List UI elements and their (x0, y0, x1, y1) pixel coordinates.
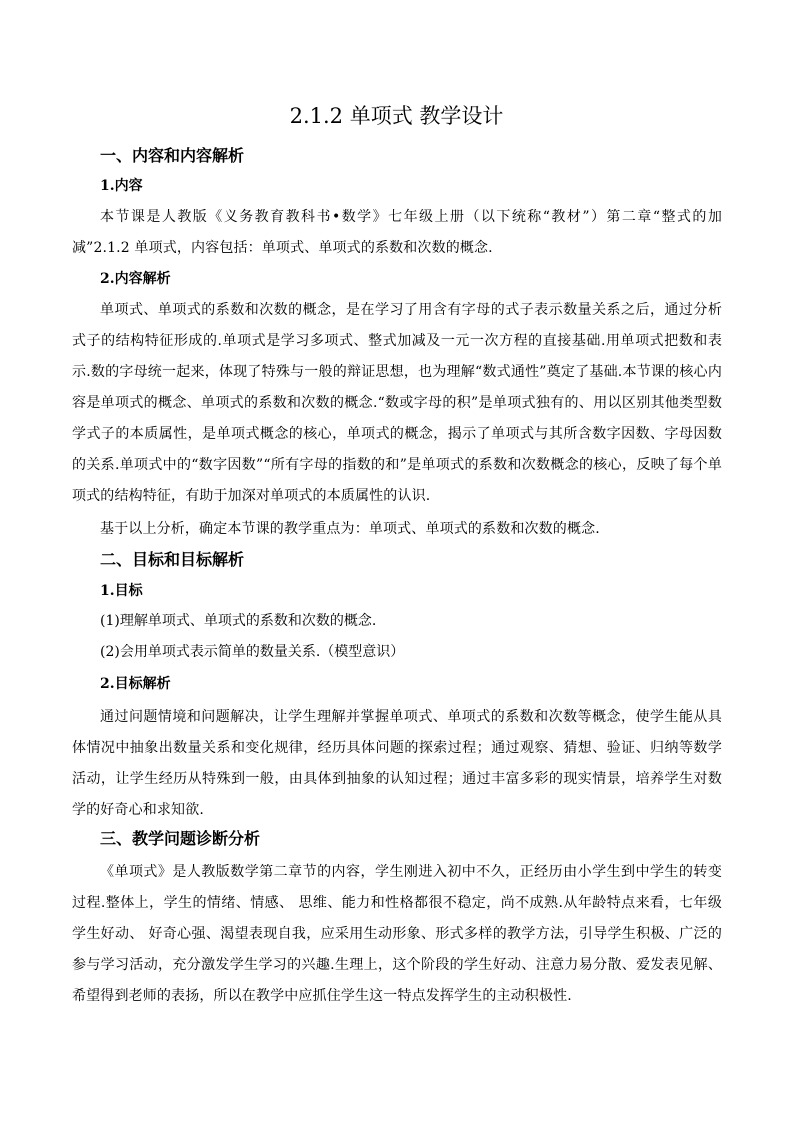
section-2-heading: 二、目标和目标解析 (100, 550, 245, 569)
goal-item-1: (1)理解单项式、单项式的系数和次数的概念. (100, 613, 377, 629)
section-1-paragraph-1: 本节课是人教版《义务教育教科书•数学》七年级上册（以下统称“教材”）第二章“整式的加减”2.1.2 单项式，内容包括：单项式、单项式的系数和次数的概念. (72, 209, 722, 256)
section-3-paragraph-1: 《单项式》是人教版数学第二章节的内容，学生刚进入初中不久，正经历由小学生到中学生的转变过程.整体上，学生的情绪、情感、 思维、能力和性格都很不稳定，尚不成熟.从年龄特点来看，七年级学生好动、 好奇心强、渴望表现自我，应采用生动形象、形式多样的教学方法，引导学生积极、广泛的参与学习活动，充分激发学生学习的兴趣.生理上，这个阶段的学生好动、注意力易分散、爱发表见解、希望得到老师的表扬，所以在教学中应抓住学生这一特点发挥学生的主动积极性. (72, 864, 722, 1004)
section-1-sub-1-heading: 1.内容 (100, 178, 143, 194)
section-1-paragraph-3: 基于以上分析，确定本节课的教学重点为：单项式、单项式的系数和次数的概念. (100, 521, 600, 537)
section-2-paragraph-1: 通过问题情境和问题解决，让学生理解并掌握单项式、单项式的系数和次数等概念，使学生能从具体情况中抽象出数量关系和变化规律，经历具体问题的探索过程；通过观察、猜想、验证、归纳等数学活动，让学生经历从特殊到一般，由具体到抽象的认知过程；通过丰富多彩的现实情景，培养学生对数学的好奇心和求知欲. (72, 709, 722, 818)
section-1-paragraph-2: 单项式、单项式的系数和次数的概念，是在学习了用含有字母的式子表示数量关系之后，通过分析式子的结构特征形成的.单项式是学习多项式、整式加减及一元一次方程的直接基础.用单项式把数和表示.数的字母统一起来，体现了特殊与一般的辩证思想，也为理解“数式通性”奠定了基础.本节课的核心内容是单项式的概念、单项式的系数和次数的概念.“数或字母的积”是单项式独有的、用以区别其他类型数学式子的本质属性，是单项式概念的核心，单项式的概念，揭示了单项式与其所含数字因数、字母因数的关系.单项式中的“数字因数”“所有字母的指数的和”是单项式的系数和次数概念的核心，反映了每个单项式的结构特征，有助于加深对单项式的本质属性的认识. (72, 302, 722, 504)
section-3-heading: 三、教学问题诊断分析 (100, 829, 261, 848)
section-2-sub-2-heading: 2.目标解析 (100, 676, 171, 692)
page-title: 2.1.2 单项式 教学设计 (289, 104, 504, 128)
section-2-sub-1-heading: 1.目标 (100, 583, 143, 599)
goal-item-2: (2)会用单项式表示简单的数量关系.（模型意识） (100, 644, 405, 660)
section-1-sub-2-heading: 2.内容解析 (100, 271, 171, 287)
section-1-heading: 一、内容和内容解析 (100, 146, 245, 165)
